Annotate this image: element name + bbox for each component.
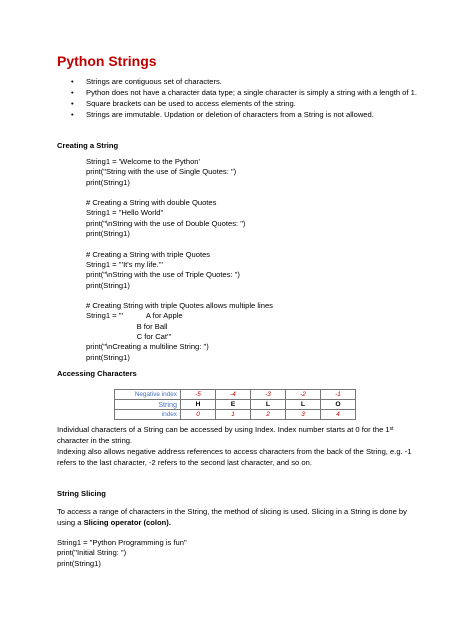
creating-string-code-block — [86, 157, 273, 363]
bullet-item: • Strings are immutable. Updation or deletion of characters from a String is not allowed. — [57, 109, 427, 120]
code-line — [86, 291, 273, 301]
code-line — [86, 239, 273, 249]
code-line: print("\nString with the use of Triple Quotes: ") — [86, 270, 240, 280]
bullet-item: • Square brackets can be used to access elements of the string. — [57, 98, 427, 109]
code-line: print("Initial String: ") — [57, 548, 127, 558]
code-line: # Creating String with triple Quotes allows multiple lines — [86, 301, 273, 311]
slicing-paragraph — [57, 507, 422, 528]
negative-index-cell: -1 — [321, 390, 356, 400]
code-line: String1 = 'Welcome to the Python' — [86, 157, 200, 166]
code-line: String1 = '''It's my life.''' — [86, 259, 164, 269]
page-title: Python Strings — [57, 53, 157, 69]
positive-index-cell: 4 — [321, 410, 356, 420]
code-line: C for Cat''' — [86, 332, 172, 342]
string-char-cell: H — [181, 400, 216, 410]
string-label: String — [115, 400, 181, 410]
positive-index-cell: 3 — [286, 410, 321, 420]
code-line: print(String1) — [86, 352, 130, 362]
code-line — [86, 188, 273, 198]
slicing-operator-text: Slicing operator (colon). — [83, 517, 171, 527]
code-line: B for Ball — [86, 321, 168, 331]
positive-index-cell: 2 — [251, 410, 286, 420]
positive-index-cell: 1 — [216, 410, 251, 420]
positive-index-label: index — [115, 410, 181, 420]
code-line: print("\nCreating a multiline String: ") — [86, 342, 209, 352]
accessing-characters-heading: Accessing Characters — [57, 369, 137, 378]
code-line: String1 = ''' A for Apple — [86, 311, 183, 321]
intro-bullet-list — [57, 76, 427, 120]
indexing-text-end: character in the string. — [57, 435, 133, 445]
creating-string-heading: Creating a String — [57, 141, 119, 150]
slicing-text: To access a range of characters in the String, the method of slicing is used. Slicing in a String is done by using a — [57, 507, 407, 527]
string-index-table — [114, 389, 356, 420]
negative-index-cell: -5 — [181, 390, 216, 400]
bullet-item: • Strings are contiguous set of characters. — [57, 76, 427, 87]
string-row — [115, 400, 356, 410]
positive-index-row — [115, 410, 356, 420]
code-line: String1 = "Python Programming is fun" — [57, 538, 187, 547]
positive-index-cell: 0 — [181, 410, 216, 420]
negative-indexing-paragraph: Indexing also allows negative address references to access characters from the back of the String, e.g. -1 refers to the last character, -2 refers to the second last character, and so on. — [57, 447, 412, 467]
string-char-cell: L — [251, 400, 286, 410]
code-line: print(String1) — [86, 229, 130, 239]
code-line: print(String1) — [86, 177, 130, 187]
negative-index-label: Negative index — [115, 390, 181, 400]
string-char-cell: O — [321, 400, 356, 410]
negative-index-cell: -2 — [286, 390, 321, 400]
string-char-cell: L — [286, 400, 321, 410]
code-line: String1 = "Hello World" — [86, 208, 164, 218]
code-line: print(String1) — [57, 558, 101, 568]
negative-index-cell: -4 — [216, 390, 251, 400]
indexing-paragraph — [57, 425, 422, 446]
code-line: print("String with the use of Single Quotes: ") — [86, 167, 237, 177]
code-line: print(String1) — [86, 280, 130, 290]
indexing-text: Individual characters of a String can be accessed by using Index. Index number starts at 0 for the 1 — [57, 425, 390, 434]
string-slicing-heading: String Slicing — [57, 489, 106, 498]
ordinal-superscript: st — [389, 426, 394, 432]
code-line: # Creating a String with double Quotes — [86, 198, 217, 208]
negative-index-cell: -3 — [251, 390, 286, 400]
negative-index-row — [115, 390, 356, 400]
slicing-code-block — [57, 538, 187, 569]
bullet-item: • Python does not have a character data type; a single character is simply a string with a length of 1. — [57, 87, 427, 98]
string-char-cell: E — [216, 400, 251, 410]
code-line: # Creating a String with triple Quotes — [86, 249, 211, 259]
code-line: print("\nString with the use of Double Quotes: ") — [86, 218, 246, 228]
